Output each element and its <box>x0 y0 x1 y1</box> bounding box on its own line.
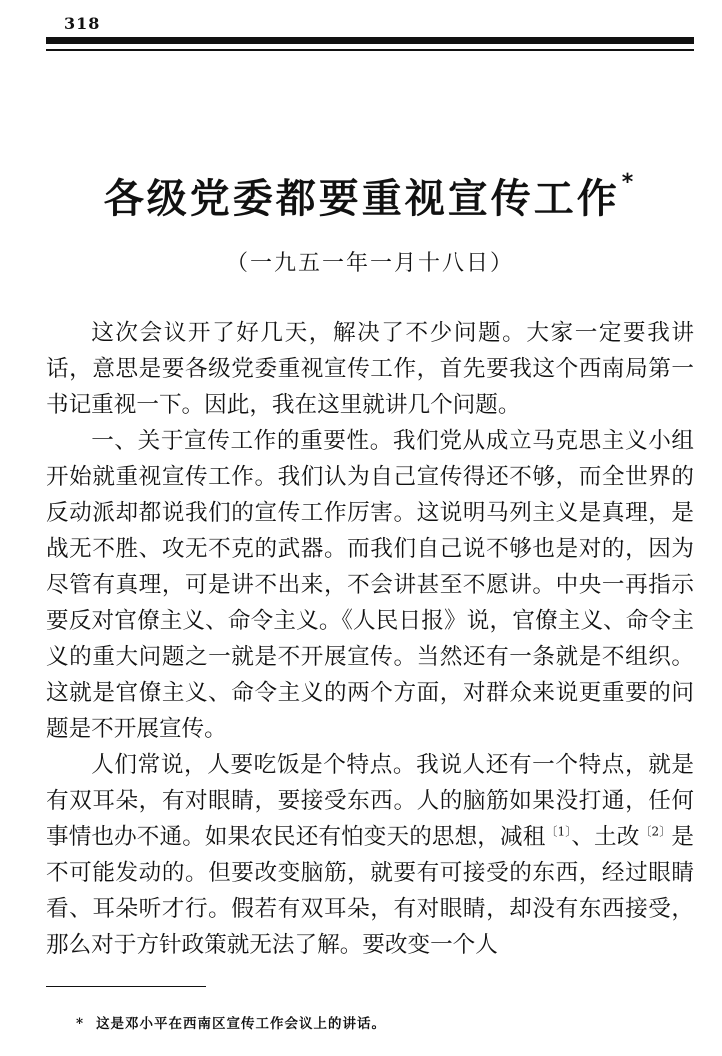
document-title <box>46 169 694 222</box>
footnote-mark: * <box>76 1016 85 1032</box>
note-reference: 〔1〕 <box>545 824 572 839</box>
body-text <box>46 315 694 963</box>
footnote-rule <box>46 986 206 987</box>
paragraph-text: 、土改 <box>571 824 640 850</box>
header-rule-thin <box>46 49 694 51</box>
paragraph: 这次会议开了好几天，解决了不少问题。大家一定要我讲话，意思是要各级党委重视宣传工作，首先要我这个西南局第一书记重视一下。因此，我在这里就讲几个问题。 <box>46 320 694 418</box>
document-date: （一九五一年一月十八日） <box>225 251 514 276</box>
title-footnote-mark: * <box>621 169 637 195</box>
note-reference: 〔2〕 <box>639 824 672 839</box>
paragraph: 一、关于宣传工作的重要性。我们党从成立马克思主义小组开始就重视宣传工作。我们认为自己宣传得还不够，而全世界的反动派却都说我们的宣传工作厉害。这说明马列主义是真理，是战无不胜、攻无不克的武器。而我们自己说不够也是对的，因为尽管有真理，可是讲不出来，不会讲甚至不愿讲。中央一再指示要反对官僚主义、命令主义。《人民日报》说，官僚主义、命令主义的重大问题之一就是不开展宣传。当然还有一条就是不组织。这就是官僚主义、命令主义的两个方面，对群众来说更重要的问题是不开展宣传。 <box>46 428 694 742</box>
paragraph-text: 是不可能发动的。但要改变脑筋，就要有可接受的东西，经过眼睛看、耳朵听才行。假若有双耳朵，有对眼睛，却没有东西接受，那么对于方针政策就无法了解。要改变一个人 <box>46 824 694 958</box>
paragraph-text: 人们常说，人要吃饭是个特点。我说人还有一个特点，就是有双耳朵，有对眼睛，要接受东西。人的脑筋如果没打通，任何事情也办不通。如果农民还有怕变天的思想，减租 <box>46 752 694 850</box>
footnote-text: 这是邓小平在西南区宣传工作会议上的讲话。 <box>96 1016 387 1032</box>
header-rule-thick <box>46 37 694 44</box>
page-number: 318 <box>64 14 101 33</box>
footnote <box>76 1012 386 1032</box>
paragraph <box>46 747 694 963</box>
title-text: 各级党委都要重视宣传工作 <box>103 175 620 222</box>
